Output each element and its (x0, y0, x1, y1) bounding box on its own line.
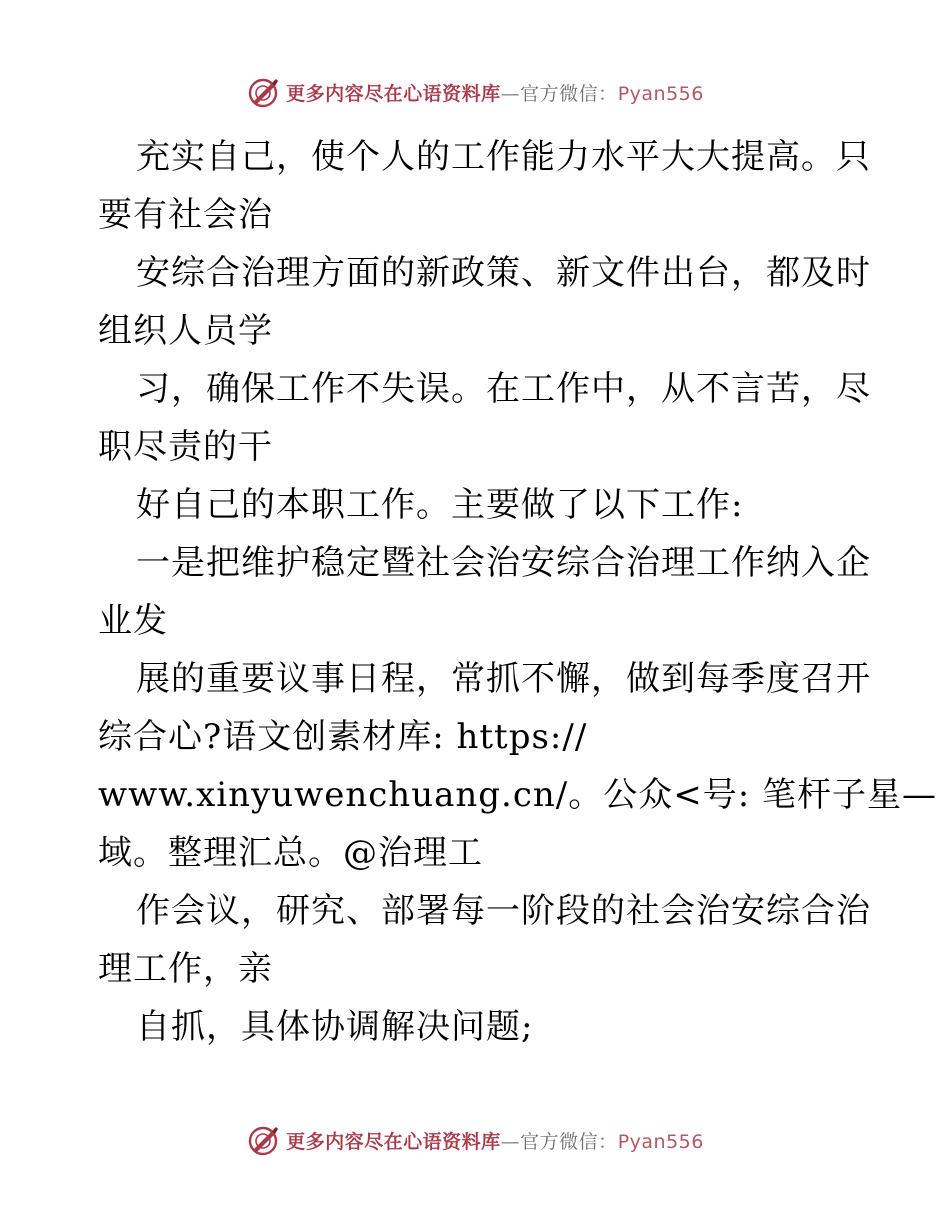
footer-banner-wechat-id: Pyan556 (617, 1130, 704, 1153)
text-line: 作会议，研究、部署每一阶段的社会治安综合治 (136, 891, 871, 931)
text-line: 一是把维护稳定暨社会治安综合治理工作纳入企 (136, 543, 871, 583)
text-line: 要有社会治 (98, 195, 273, 235)
text-line: 理工作，亲 (98, 949, 273, 989)
text-line: 职尽责的干 (98, 427, 273, 467)
text-line: 业发 (98, 601, 168, 641)
text-line: 充实自己，使个人的工作能力水平大大提高。只 (136, 137, 871, 177)
footer-banner-sub: 官方微信： (520, 1130, 618, 1153)
pen-seal-logo-icon (246, 75, 280, 109)
header-banner-dash: — (500, 82, 521, 105)
footer-banner-text (286, 1127, 704, 1154)
header-banner-main: 更多内容尽在心语资料库 (286, 82, 501, 105)
footer-banner-dash: — (500, 1130, 521, 1153)
page-header-banner (0, 70, 950, 114)
footer-banner-main: 更多内容尽在心语资料库 (286, 1130, 501, 1153)
text-line: 组织人员学 (98, 311, 273, 351)
text-line: 展的重要议事日程，常抓不懈，做到每季度召开 (136, 659, 871, 699)
header-banner-wechat-id: Pyan556 (617, 82, 704, 105)
header-banner-sub: 官方微信： (520, 82, 618, 105)
text-line: www.xinyuwenchuang.cn/。公众<号: 笔杆子星— (98, 775, 937, 815)
document-body (98, 128, 937, 1056)
text-line: 安综合治理方面的新政策、新文件出台，都及时 (136, 253, 871, 293)
text-line: 习，确保工作不失误。在工作中，从不言苦，尽 (136, 369, 871, 409)
text-line: 好自己的本职工作。主要做了以下工作: (136, 485, 744, 525)
page-footer-banner (0, 1118, 950, 1162)
text-line: 自抓，具体协调解决问题; (136, 1007, 534, 1047)
header-banner-text (286, 79, 704, 106)
text-line: 综合心?语文创素材库: https:// (98, 717, 588, 757)
text-line: 域。整理汇总。@治理工 (98, 833, 483, 873)
pen-seal-logo-icon (246, 1123, 280, 1157)
